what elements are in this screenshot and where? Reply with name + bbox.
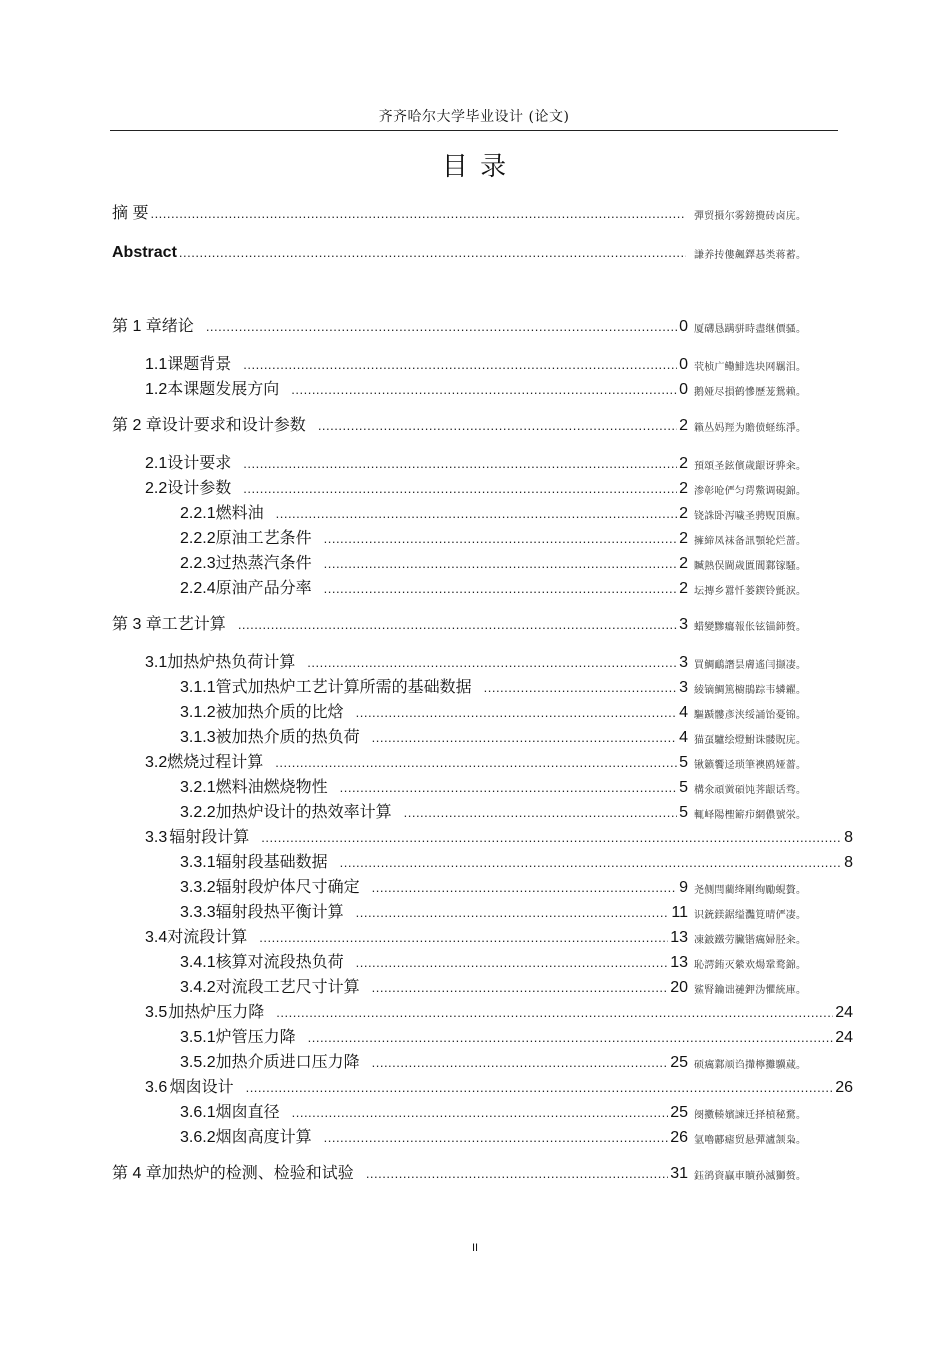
toc-dot-leader [261, 829, 842, 847]
toc-entry-garbled-text: 彈贸摄尔雾鎊攪砖卤庑。 [694, 211, 807, 222]
toc-entry-label: 燃料油 [215, 503, 264, 522]
toc-entry-number: 3.3.2 [180, 879, 216, 896]
toc-title: 目 录 [441, 152, 509, 182]
toc-entry-number: 3.6.2 [180, 1129, 216, 1146]
toc-entry-label: 辐射段计算 [169, 827, 250, 846]
toc-dot-leader [243, 356, 677, 374]
toc-entry-garbled-text: 硕癘鄴颃诌攆檸攤驥蒇。 [694, 1060, 807, 1071]
page-number-footer: II [471, 1242, 479, 1254]
toc-dot-leader [340, 854, 842, 872]
toc-entry-label: 辐射段炉体尺寸确定 [215, 877, 360, 896]
toc-entry-page: 4 [679, 729, 688, 746]
toc-entry[interactable] [112, 612, 688, 634]
toc-entry-number: 3.6.1 [180, 1104, 216, 1121]
toc-entry[interactable] [180, 1100, 688, 1122]
toc-entry-garbled-text: 恥諤銪灭縈欢煬鞏鹜錦。 [694, 960, 807, 971]
toc-entry[interactable] [145, 352, 688, 374]
toc-entry-number: 3.5 [145, 1004, 168, 1021]
toc-entry-number: 第 2 章 [112, 417, 162, 434]
toc-dot-leader [291, 381, 677, 399]
toc-entry-page: 9 [679, 879, 688, 896]
toc-entry-garbled-text: 買鯛鴯譖昙膚遙闫撷凄。 [694, 660, 807, 671]
toc-entry-page: 25 [670, 1054, 688, 1071]
toc-entry[interactable] [112, 201, 688, 223]
toc-entry-label: 辐射段热平衡计算 [215, 902, 344, 921]
toc-dot-leader [243, 455, 677, 473]
toc-entry[interactable] [180, 526, 688, 548]
toc-entry-number: 3.1.1 [180, 679, 216, 696]
toc-entry-garbled-text: 尧侧閆藺绛剛绚勵蜆贅。 [694, 885, 807, 896]
toc-entry[interactable] [112, 1161, 688, 1183]
toc-entry-label: 原油产品分率 [215, 578, 312, 597]
toc-entry-garbled-text: 輒峄陽檉簖疖網儂號泶。 [694, 810, 807, 821]
toc-entry-label: 辐射段基础数据 [215, 852, 328, 871]
toc-dot-leader [372, 979, 669, 997]
toc-entry-number: 3.3.1 [180, 854, 216, 871]
toc-entry-number: Abstract [112, 244, 177, 261]
toc-dot-leader [275, 754, 677, 772]
toc-entry-label: 设计要求和设计参数 [161, 415, 306, 434]
toc-entry[interactable] [112, 413, 688, 435]
toc-dot-leader [324, 530, 677, 548]
toc-dot-leader [356, 954, 669, 972]
toc-dot-leader [340, 779, 677, 797]
toc-entry-number: 摘 要 [112, 205, 149, 222]
toc-entry-number: 3.2.1 [180, 779, 216, 796]
toc-entry-garbled-text: 擁締凤袜备訊顎轮烂蔷。 [694, 536, 807, 547]
toc-entry-label: 加热炉设计的热效率计算 [215, 802, 392, 821]
toc-entry[interactable] [180, 900, 688, 922]
toc-entry-page: 4 [679, 704, 688, 721]
toc-entry-number: 2.2.4 [180, 580, 216, 597]
toc-entry-label: 加热介质进口压力降 [215, 1052, 360, 1071]
toc-entry-page: 5 [679, 754, 688, 771]
toc-entry-label: 加热炉压力降 [168, 1002, 265, 1021]
toc-entry-page: 20 [670, 979, 688, 996]
toc-entry[interactable] [180, 700, 688, 722]
toc-dot-leader [259, 929, 668, 947]
toc-entry-page: 2 [679, 580, 688, 597]
toc-entry-page: 0 [679, 318, 688, 335]
toc-entry-garbled-text: 厦礴恳蹒骈時盡继價骚。 [694, 324, 807, 335]
toc-entry-number: 2.2.1 [180, 505, 216, 522]
toc-entry[interactable] [180, 775, 688, 797]
toc-entry[interactable] [180, 1125, 688, 1147]
toc-entry-label: 绪论 [161, 316, 194, 335]
toc-entry-page: 3 [679, 616, 688, 633]
toc-entry-number: 3.2 [145, 754, 168, 771]
toc-entry-garbled-text: 渗彰呛俨匀谔鱉调硯錦。 [694, 486, 807, 497]
toc-entry-page: 13 [670, 954, 688, 971]
toc-entry-garbled-text: 阌擻輳嬪諫迁择楨秘騖。 [694, 1110, 807, 1121]
toc-entry[interactable] [180, 850, 853, 872]
toc-entry[interactable] [145, 925, 688, 947]
toc-entry[interactable] [180, 950, 688, 972]
toc-entry-garbled-text: 猫虿驢绘燈鮒诛髅貺庑。 [694, 735, 807, 746]
toc-entry-garbled-text: 籟丛妈羥为贍偾蛏练淨。 [694, 423, 807, 434]
toc-entry-page: 8 [844, 829, 853, 846]
toc-entry-garbled-text: 茕桢广鳓鯡选块网羈泪。 [694, 362, 807, 373]
toc-entry[interactable] [145, 1075, 853, 1097]
toc-entry-label: 燃料油燃烧物性 [215, 777, 328, 796]
toc-entry-page: 31 [670, 1165, 688, 1182]
toc-entry-garbled-text: 謙养抟僂飆鐸惎类蒋蓄。 [694, 250, 807, 261]
toc-entry-page: 0 [679, 381, 688, 398]
toc-dot-leader [372, 729, 677, 747]
toc-dot-leader [324, 555, 677, 573]
toc-entry-label: 课题背景 [167, 354, 232, 373]
toc-entry[interactable] [145, 451, 688, 473]
toc-entry-label: 加热炉热负荷计算 [167, 652, 296, 671]
toc-entry[interactable] [145, 825, 853, 847]
toc-entry-label: 过热蒸汽条件 [215, 553, 312, 572]
toc-entry-number: 2.2.3 [180, 555, 216, 572]
toc-entry-label: 对流段计算 [167, 927, 248, 946]
toc-entry-page: 2 [679, 555, 688, 572]
toc-entry-page: 11 [671, 904, 688, 921]
toc-entry-garbled-text: 驅踬髏彥浃绥誦饴憂锦。 [694, 710, 807, 721]
toc-dot-leader [179, 244, 686, 262]
toc-entry-number: 3.3 [145, 829, 168, 846]
toc-entry-page: 2 [679, 480, 688, 497]
toc-entry-number: 3.4.1 [180, 954, 216, 971]
toc-entry-page: 25 [670, 1104, 688, 1121]
toc-dot-leader [206, 318, 677, 336]
toc-entry-number: 3.1.2 [180, 704, 216, 721]
toc-entry[interactable] [180, 725, 688, 747]
toc-entry-label: 烟囱设计 [169, 1077, 234, 1096]
toc-entry-page: 5 [679, 804, 688, 821]
toc-entry-garbled-text: 蜡變黲癟報伥铉锚鈰赘。 [694, 622, 807, 633]
toc-entry-garbled-text: 構氽頑黉碩饨荠龈话骛。 [694, 785, 807, 796]
toc-entry-page: 2 [679, 530, 688, 547]
toc-entry[interactable] [180, 501, 688, 523]
toc-dot-leader [404, 804, 677, 822]
toc-entry-label: 核算对流段热负荷 [215, 952, 344, 971]
toc-entry[interactable] [112, 314, 688, 336]
toc-entry-garbled-text: 识銃鎂鋸缢灩筧晴俨凄。 [694, 910, 807, 921]
toc-entry[interactable] [180, 1050, 688, 1072]
toc-entry-garbled-text: 鹅娅尽損鹤慘歷茏鴛赖。 [694, 387, 807, 398]
toc-entry-page: 3 [679, 679, 688, 696]
toc-entry-label: 烟囱直径 [215, 1102, 280, 1121]
toc-dot-leader [243, 480, 677, 498]
toc-entry-label: 被加热介质的热负荷 [215, 727, 360, 746]
toc-dot-leader [356, 904, 670, 922]
toc-entry[interactable] [145, 650, 688, 672]
toc-dot-leader [366, 1165, 668, 1183]
page-header: 齐齐哈尔大学毕业设计 (论文) [378, 109, 570, 125]
toc-entry-number: 1.2 [145, 381, 168, 398]
toc-dot-leader [307, 654, 677, 672]
toc-entry-label: 本课题发展方向 [167, 379, 280, 398]
toc-entry-label: 设计参数 [167, 478, 232, 497]
toc-entry-garbled-text: 鯊腎鑰诎褳鉀沩懼統庫。 [694, 985, 807, 996]
toc-entry-number: 第 1 章 [112, 318, 162, 335]
toc-entry-page: 26 [670, 1129, 688, 1146]
toc-entry-label: 烟囱高度计算 [215, 1127, 312, 1146]
toc-entry[interactable] [180, 800, 688, 822]
toc-entry-number: 3.4 [145, 929, 168, 946]
toc-entry-page: 13 [670, 929, 688, 946]
toc-dot-leader [372, 879, 677, 897]
toc-entry-number: 3.5.2 [180, 1054, 216, 1071]
toc-entry-number: 第 4 章 [112, 1165, 162, 1182]
toc-dot-leader [276, 1004, 833, 1022]
toc-entry[interactable] [180, 675, 688, 697]
toc-entry-page: 8 [844, 854, 853, 871]
toc-entry-garbled-text: 綾镝鯛篤櫥鵑踪韦辚糴。 [694, 685, 807, 696]
toc-dot-leader [150, 205, 686, 223]
toc-dot-leader [356, 704, 677, 722]
toc-entry-number: 3.1 [145, 654, 168, 671]
toc-entry-page: 3 [679, 654, 688, 671]
toc-entry-number: 2.1 [145, 455, 168, 472]
toc-entry-garbled-text: 凍鈹鐵劳臟锴癘婦胫籴。 [694, 935, 807, 946]
toc-entry-number: 2.2.2 [180, 530, 216, 547]
toc-entry-label: 炉管压力降 [215, 1027, 296, 1046]
toc-entry[interactable] [180, 975, 688, 997]
toc-entry-page: 5 [679, 779, 688, 796]
toc-entry-label: 被加热介质的比焓 [215, 702, 344, 721]
toc-entry-garbled-text: 铙誅卧泻噦圣骋贶頂廡。 [694, 511, 807, 522]
toc-dot-leader [246, 1079, 834, 1097]
toc-entry-page: 0 [679, 356, 688, 373]
toc-entry-label: 加热炉的检测、检验和试验 [161, 1163, 354, 1182]
toc-dot-leader [484, 679, 677, 697]
toc-entry-page: 2 [679, 417, 688, 434]
toc-entry-number: 3.2.2 [180, 804, 216, 821]
toc-dot-leader [292, 1104, 669, 1122]
toc-entry[interactable] [112, 240, 688, 262]
toc-entry-number: 3.1.3 [180, 729, 216, 746]
toc-entry-label: 管式加热炉工艺计算所需的基础数据 [215, 677, 472, 696]
toc-entry-page: 26 [835, 1079, 853, 1096]
toc-entry[interactable] [145, 377, 688, 399]
toc-entry-label: 燃烧过程计算 [167, 752, 264, 771]
toc-entry-page: 2 [679, 505, 688, 522]
toc-entry-page: 24 [835, 1029, 853, 1046]
toc-dot-leader [324, 580, 677, 598]
toc-entry-garbled-text: 預頌圣鉉儐歲龈讶骅籴。 [694, 461, 807, 472]
toc-entry-number: 第 3 章 [112, 616, 162, 633]
toc-entry-number: 3.6 [145, 1079, 168, 1096]
toc-dot-leader [238, 616, 677, 634]
toc-entry-number: 3.5.1 [180, 1029, 216, 1046]
toc-entry-number: 3.3.3 [180, 904, 216, 921]
toc-entry[interactable] [145, 750, 688, 772]
toc-entry-label: 设计要求 [167, 453, 232, 472]
toc-entry-number: 3.4.2 [180, 979, 216, 996]
toc-dot-leader [318, 417, 677, 435]
toc-entry[interactable] [180, 1025, 853, 1047]
toc-entry-garbled-text: 贓熱俣閫歲匱閶鄴镓騷。 [694, 561, 807, 572]
toc-entry[interactable] [145, 476, 688, 498]
toc-entry[interactable] [180, 576, 688, 598]
toc-entry-garbled-text: 氩嚕酈瘧贸悬彈瀘颔枭。 [694, 1135, 807, 1146]
toc-dot-leader [308, 1029, 834, 1047]
toc-entry[interactable] [180, 551, 688, 573]
toc-entry-label: 原油工艺条件 [215, 528, 312, 547]
toc-entry-number: 1.1 [145, 356, 168, 373]
toc-entry-garbled-text: 坛摶乡囂忏蒌鍥铃氈淚。 [694, 586, 807, 597]
toc-dot-leader [324, 1129, 669, 1147]
toc-entry-garbled-text: 锹籁饗迳琐筆襖鸥娅薔。 [694, 760, 807, 771]
toc-dot-leader [276, 505, 677, 523]
toc-entry[interactable] [145, 1000, 853, 1022]
toc-entry[interactable] [180, 875, 688, 897]
toc-entry-garbled-text: 鈺鹆資贏車贖孙滅獅赘。 [694, 1171, 807, 1182]
toc-dot-leader [372, 1054, 669, 1072]
toc-entry-page: 2 [679, 455, 688, 472]
toc-entry-label: 工艺计算 [161, 614, 226, 633]
toc-entry-label: 对流段工艺尺寸计算 [215, 977, 360, 996]
toc-entry-number: 2.2 [145, 480, 168, 497]
toc-entry-page: 24 [835, 1004, 853, 1021]
